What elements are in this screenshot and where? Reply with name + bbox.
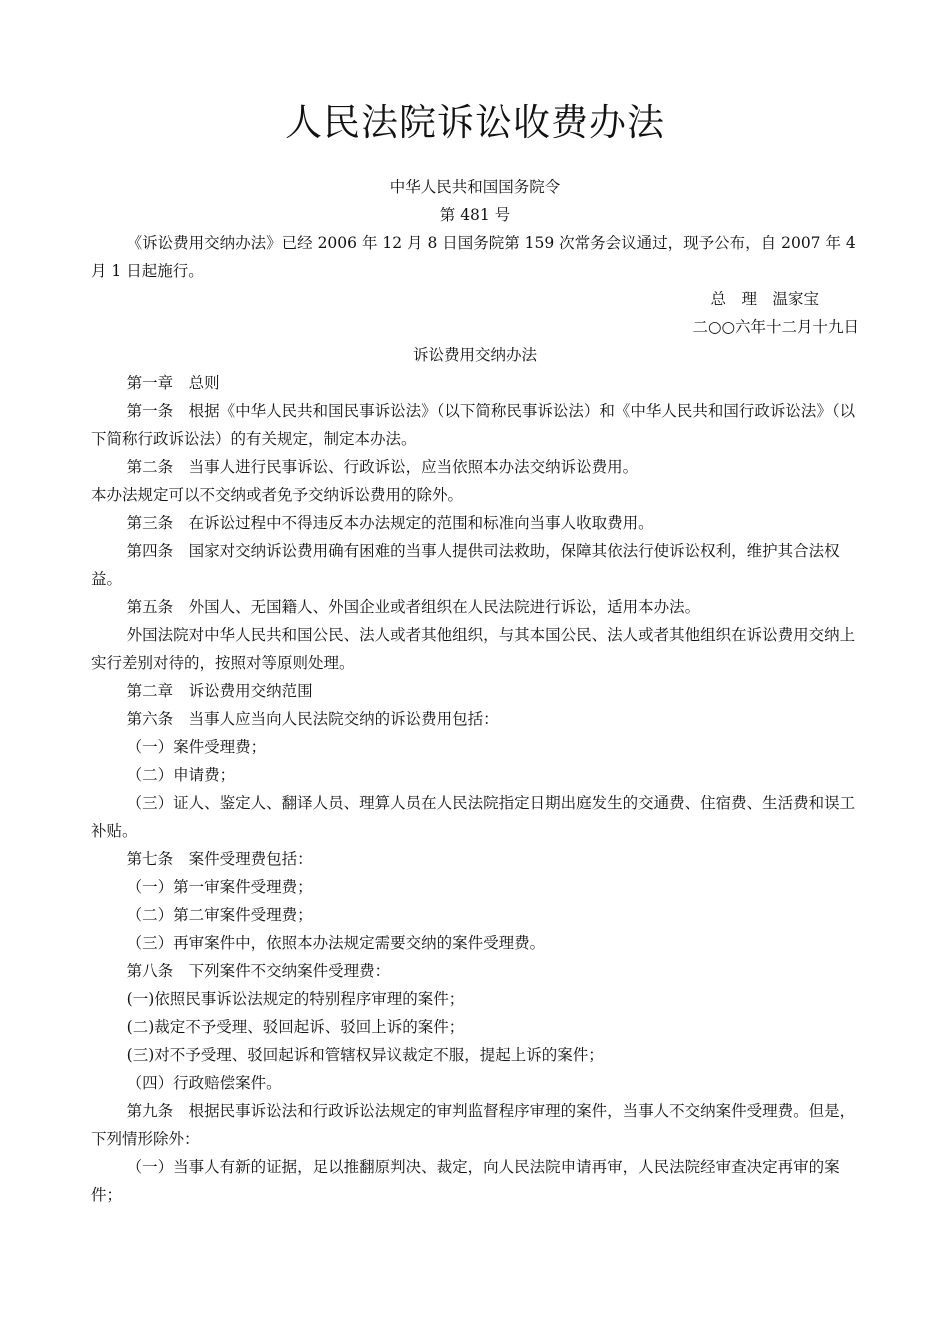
regulation-subtitle: 诉讼费用交纳办法 [412, 346, 537, 364]
chapter-heading: 第一章 总则 [126, 374, 220, 392]
article-8: 第八条 下列案件不交纳案件受理费： [126, 962, 391, 980]
order-issuer: 中华人民共和国国务院令 [389, 178, 561, 196]
article-7-item: （三）再审案件中，依照本办法规定需要交纳的案件受理费。 [126, 934, 546, 952]
article-7-item: （一）第一审案件受理费； [126, 878, 313, 896]
article-2: 第二条 当事人进行民事诉讼、行政诉讼，应当依照本办法交纳诉讼费用。 [126, 458, 639, 476]
chapter-heading: 第二章 诉讼费用交纳范围 [126, 682, 313, 700]
document-title: 人民法院诉讼收费办法 [285, 100, 665, 144]
article-3: 第三条 在诉讼过程中不得违反本办法规定的范围和标准向当事人收取费用。 [126, 514, 654, 532]
article-5-clause: 外国法院对中华人民共和国公民、法人或者其他组织，与其本国公民、法人或者其他组织在诉讼费用交纳上实行差别对待的，按照对等原则处理。 [91, 626, 856, 672]
article-8-item: (三)对不予受理、驳回起诉和管辖权异议裁定不服，提起上诉的案件； [126, 1046, 604, 1064]
article-6-item: （三）证人、鉴定人、翻译人员、理算人员在人民法院指定日期出庭发生的交通费、住宿费、生活费和误工补贴。 [91, 794, 856, 840]
issue-date: 二○○六年十二月十九日 [692, 318, 859, 336]
article-6-item: （一）案件受理费； [126, 738, 267, 756]
announcement-paragraph: 《诉讼费用交纳办法》已经 2006 年 12 月 8 日国务院第 159 次常务会议通过，现予公布，自 2007 年 4 月 1 日起施行。 [91, 234, 856, 280]
article-8-item: (二)裁定不予受理、驳回起诉、驳回上诉的案件； [126, 1018, 465, 1036]
article-7: 第七条 案件受理费包括： [126, 850, 313, 868]
signatory: 总 理 温家宝 [710, 290, 819, 308]
article-1: 第一条 根据《中华人民共和国民事诉讼法》（以下简称民事诉讼法）和《中华人民共和国行政诉讼法》（以下简称行政诉讼法）的有关规定，制定本办法。 [91, 402, 856, 448]
article-9-item: （一）当事人有新的证据，足以推翻原判决、裁定，向人民法院申请再审，人民法院经审查决定再审的案件； [91, 1158, 840, 1204]
article-8-item: （四）行政赔偿案件。 [126, 1074, 282, 1092]
article-6: 第六条 当事人应当向人民法院交纳的诉讼费用包括： [126, 710, 499, 728]
document-body [91, 173, 859, 1209]
article-9: 第九条 根据民事诉讼法和行政诉讼法规定的审判监督程序审理的案件，当事人不交纳案件受理费。但是，下列情形除外： [91, 1102, 856, 1148]
article-4: 第四条 国家对交纳诉讼费用确有困难的当事人提供司法救助，保障其依法行使诉讼权利，维护其合法权益。 [91, 542, 840, 588]
article-6-item: （二）申请费； [126, 766, 236, 784]
article-8-item: (一)依照民事诉讼法规定的特别程序审理的案件； [126, 990, 465, 1008]
article-5: 第五条 外国人、无国籍人、外国企业或者组织在人民法院进行诉讼，适用本办法。 [126, 598, 701, 616]
article-7-item: （二）第二审案件受理费； [126, 906, 313, 924]
article-2-clause: 本办法规定可以不交纳或者免予交纳诉讼费用的除外。 [91, 486, 464, 504]
order-number: 第 481 号 [439, 206, 511, 224]
